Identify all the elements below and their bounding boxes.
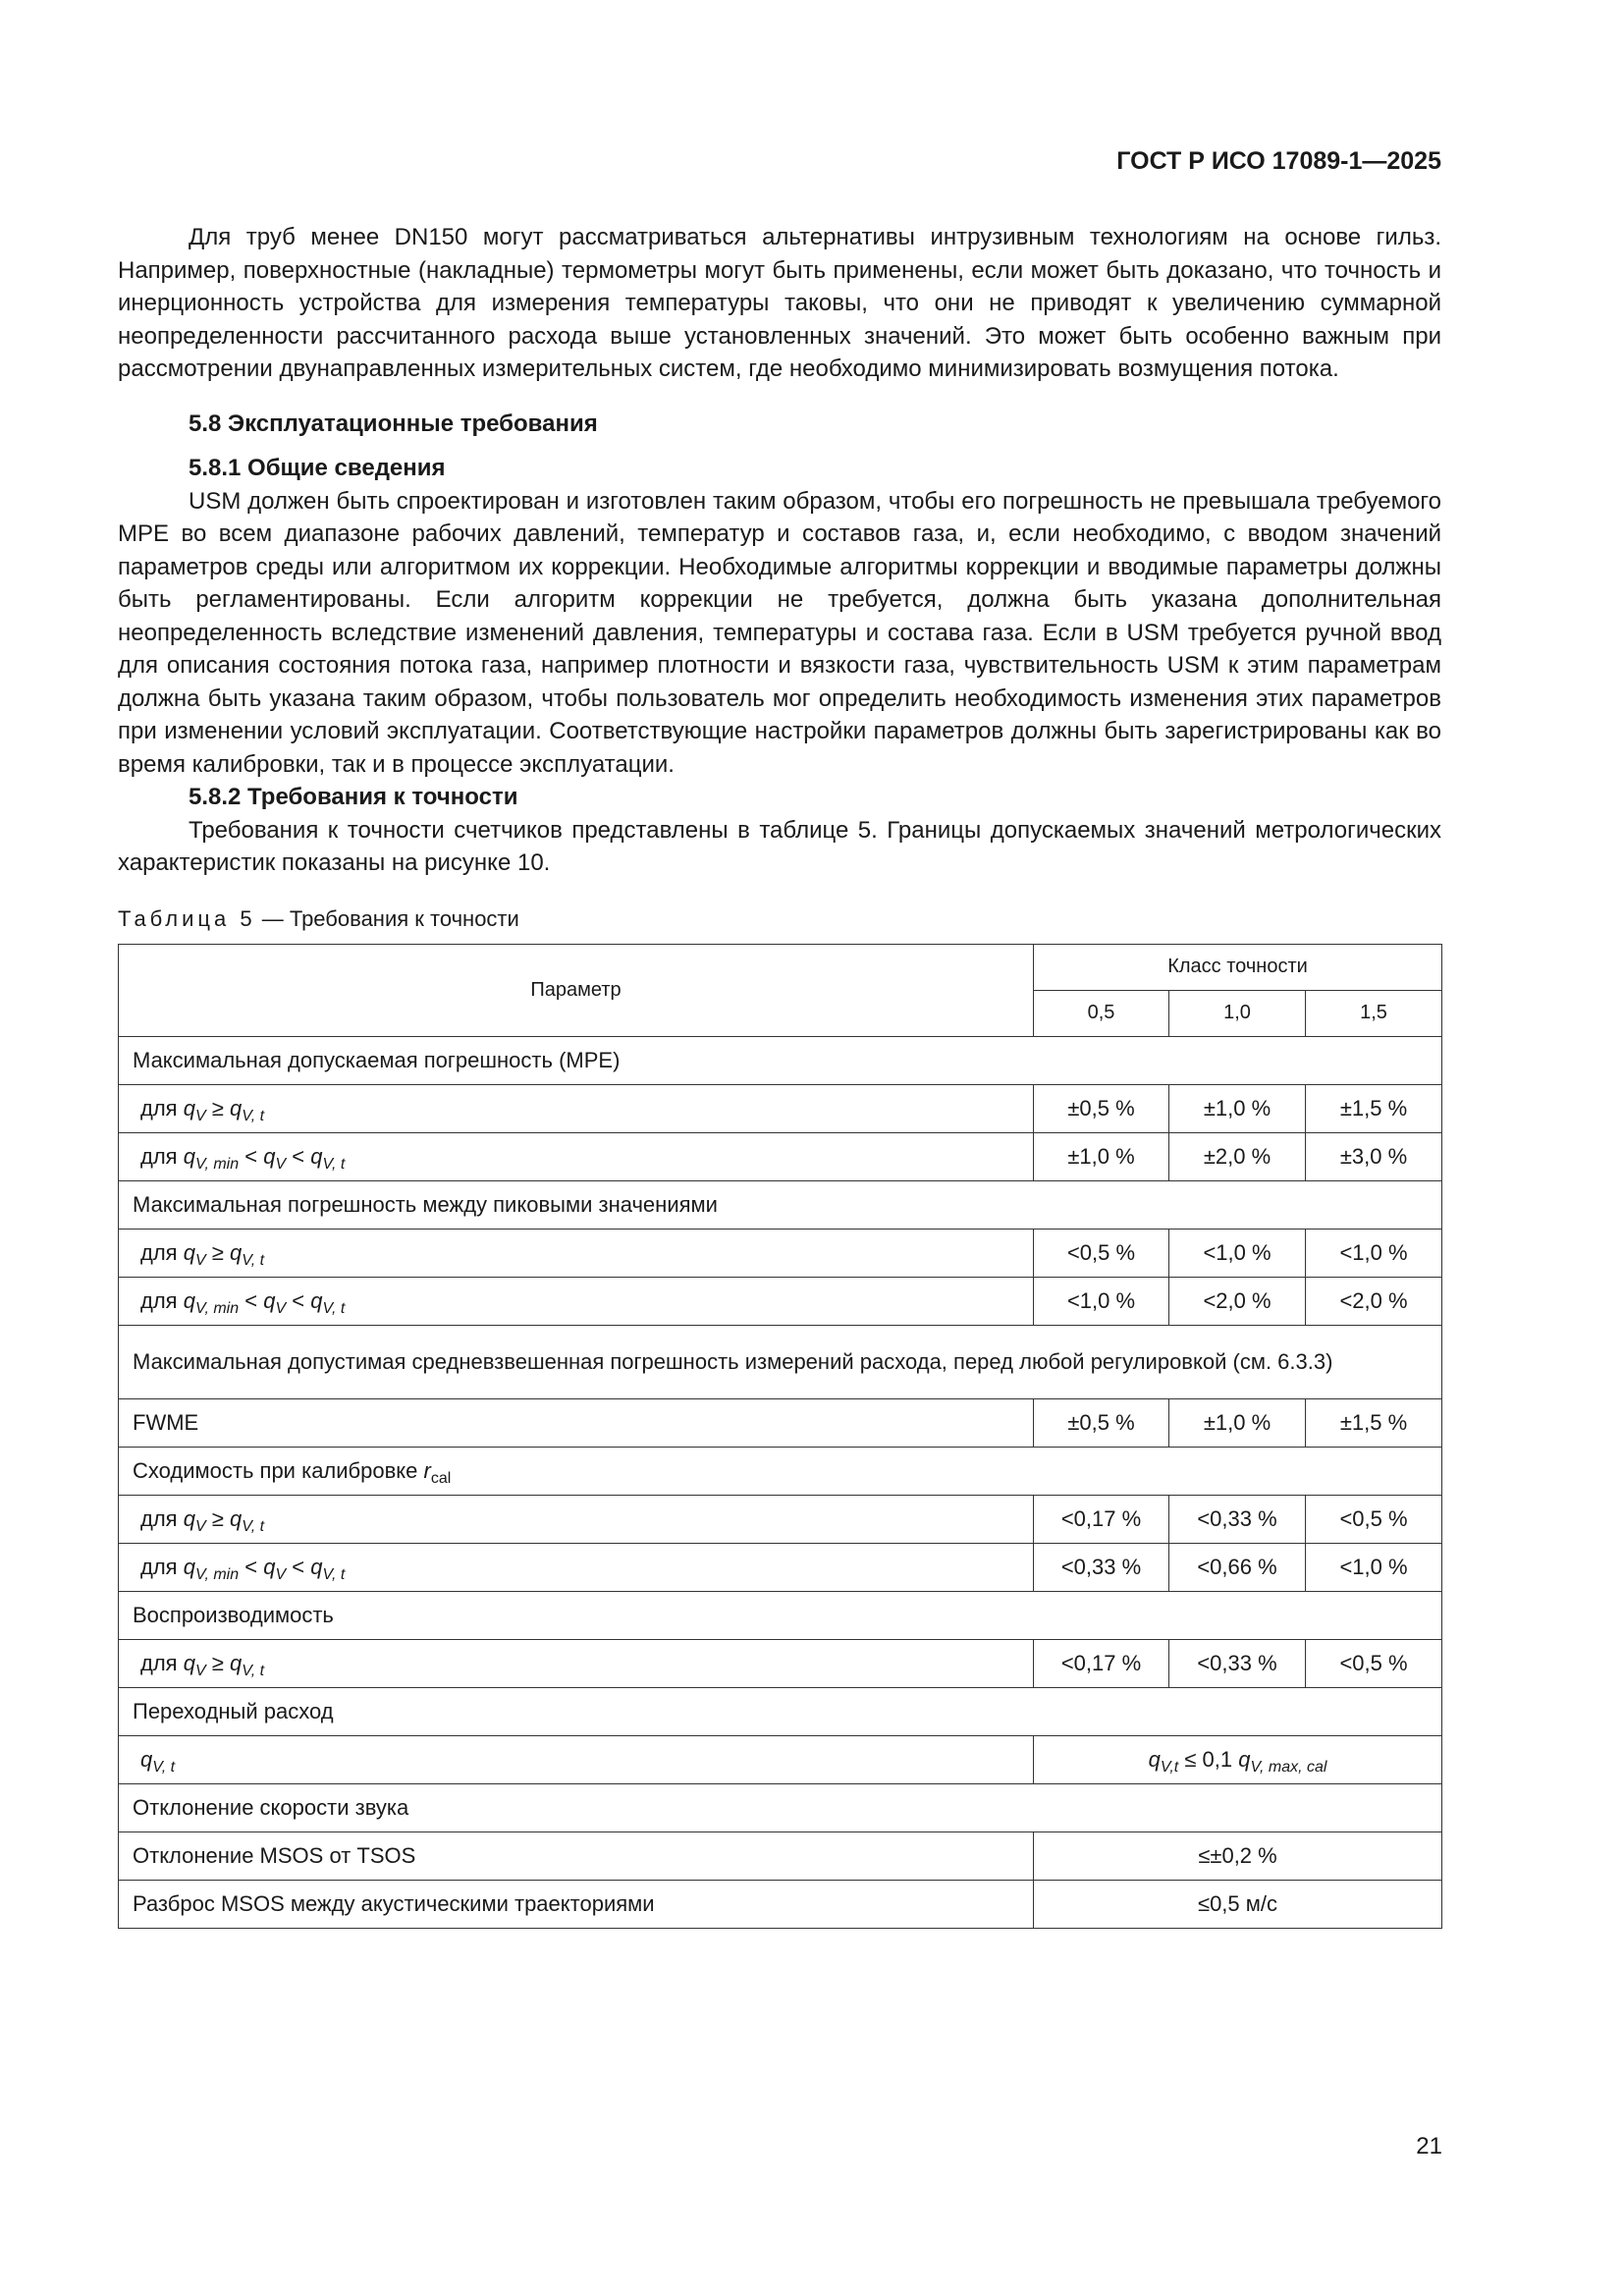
section-5-8-title: 5.8 Эксплуатационные требования (189, 410, 598, 437)
table-row (119, 1543, 1442, 1591)
reproducibility-value-1-0: <0,33 % (1169, 1639, 1306, 1687)
cond-qv-ge-qvt: для $q_V \ge q_{V, t}$ (119, 1495, 1034, 1543)
reproducibility-section-title: Воспроизводимость (119, 1591, 1442, 1639)
peak-value-1-5: <2,0 % (1306, 1277, 1442, 1325)
table-caption-title: Требования к точности (289, 905, 519, 931)
cond-qvmin-qv-qvt: для $q_{V, min} < q_V < q_{V, t}$ (119, 1132, 1034, 1180)
reproducibility-value-1-5: <0,5 % (1306, 1639, 1442, 1687)
table-row (119, 1229, 1442, 1277)
peak-value-1-5: <1,0 % (1306, 1229, 1442, 1277)
cond-qv-ge-qvt: для $q_V \ge q_{V, t}$ (119, 1229, 1034, 1277)
header-class-0-5: 0,5 (1034, 990, 1169, 1036)
section-5-8-1-text: USM должен быть спроектирован и изготовлен таким образом, чтобы его погрешность не превышала требуемого MPE во всем диапазоне рабочих давлений, температур и составов газа, и, если необходимо, с вводом значений параметров среды или алгоритмом их коррекции. Необходимые алгоритмы коррекции и вводимые параметры должны быть регламентированы. Если алгоритм коррекции не требуется, должна быть указана дополнительная неопределенность вследствие изменений давления, температуры и состава газа. Если в USM требуется ручной ввод для описания состояния потока газа, например плотности и вязкости газа, чувствительность USM к этим параметрам должна быть указана таким образом, чтобы пользователь мог определить необходимость изменения этих параметров при изменении условий эксплуатации. Соответствующие настройки параметров должны быть зарегистрированы как во время калибровки, так и в процессе эксплуатации. (118, 487, 1441, 778)
page-content (118, 221, 1441, 1929)
table-row (119, 1783, 1442, 1831)
fwme-value-1-0: ±1,0 % (1169, 1398, 1306, 1447)
table-row (119, 1687, 1442, 1735)
msos-deviation-value: ≤±0,2 % (1034, 1831, 1442, 1880)
peak-section-title: Максимальная погрешность между пиковыми значениями (119, 1180, 1442, 1229)
header-class-1-5: 1,5 (1306, 990, 1442, 1036)
fwme-value-0-5: ±0,5 % (1034, 1398, 1169, 1447)
mpe-value-1-5: ±3,0 % (1306, 1132, 1442, 1180)
table-row (119, 1591, 1442, 1639)
reproducibility-value-0-5: <0,17 % (1034, 1639, 1169, 1687)
cond-qv-ge-qvt: для $q_V \ge q_{V, t}$ (119, 1084, 1034, 1132)
table-row (119, 1398, 1442, 1447)
cond-qvmin-qv-qvt: для $q_{V, min} < q_V < q_{V, t}$ (119, 1277, 1034, 1325)
table-caption-number: Таблица 5 (118, 905, 256, 931)
table-row (119, 1639, 1442, 1687)
table-row (119, 1735, 1442, 1783)
repeatability-section-title: Сходимость при калибровке $r_{cal}$ (119, 1447, 1442, 1495)
table-caption-dash: — (261, 905, 284, 931)
mpe-value-1-0: ±1,0 % (1169, 1084, 1306, 1132)
mpe-value-1-5: ±1,5 % (1306, 1084, 1442, 1132)
peak-value-0-5: <1,0 % (1034, 1277, 1169, 1325)
table-row (119, 1036, 1442, 1084)
accuracy-requirements-table (118, 944, 1442, 1929)
table-header-row (119, 944, 1442, 990)
table-row (119, 1084, 1442, 1132)
cond-qvmin-qv-qvt: для $q_{V, min} < q_V < q_{V, t}$ (119, 1543, 1034, 1591)
transition-flow-symbol: $q_{V, t}$ (119, 1735, 1034, 1783)
page-number: 21 (1416, 2133, 1442, 2159)
table-row (119, 1495, 1442, 1543)
table-caption (118, 904, 1441, 934)
section-5-8-2-title: 5.8.2 Требования к точности (189, 784, 518, 810)
repeatability-value-1-0: <0,66 % (1169, 1543, 1306, 1591)
section-5-8-1-title: 5.8.1 Общие сведения (189, 455, 446, 481)
sos-section-title: Отклонение скорости звука (119, 1783, 1442, 1831)
msos-spread-value: ≤0,5 м/с (1034, 1880, 1442, 1928)
mpe-value-0-5: ±1,0 % (1034, 1132, 1169, 1180)
table-row (119, 1831, 1442, 1880)
fwme-section-title: Максимальная допустимая средневзвешенная погрешность измерений расхода, перед любой регулировкой (см. 6.3.3) (119, 1325, 1442, 1398)
table-row (119, 1277, 1442, 1325)
msos-spread-label: Разброс MSOS между акустическими траекториями (119, 1880, 1034, 1928)
repeatability-value-1-5: <1,0 % (1306, 1543, 1442, 1591)
mpe-value-1-0: ±2,0 % (1169, 1132, 1306, 1180)
peak-value-0-5: <0,5 % (1034, 1229, 1169, 1277)
mpe-section-title: Максимальная допускаемая погрешность (MPE) (119, 1036, 1442, 1084)
fwme-value-1-5: ±1,5 % (1306, 1398, 1442, 1447)
mpe-value-0-5: ±0,5 % (1034, 1084, 1169, 1132)
repeatability-value-0-5: <0,17 % (1034, 1495, 1169, 1543)
cond-qv-ge-qvt: для $q_V \ge q_{V, t}$ (119, 1639, 1034, 1687)
header-class-1-0: 1,0 (1169, 990, 1306, 1036)
document-code: ГОСТ Р ИСО 17089-1—2025 (1116, 147, 1441, 175)
msos-deviation-label: Отклонение MSOS от TSOS (119, 1831, 1034, 1880)
fwme-label: FWME (119, 1398, 1034, 1447)
repeatability-value-1-0: <0,33 % (1169, 1495, 1306, 1543)
peak-value-1-0: <1,0 % (1169, 1229, 1306, 1277)
repeatability-value-0-5: <0,33 % (1034, 1543, 1169, 1591)
table-row (119, 1447, 1442, 1495)
table-row (119, 1325, 1442, 1398)
header-accuracy-class: Класс точности (1034, 944, 1442, 990)
header-parameter: Параметр (119, 944, 1034, 1036)
peak-value-1-0: <2,0 % (1169, 1277, 1306, 1325)
transition-flow-value: $q_{V,t} \le 0,1$ $q_{V, max, cal}$ (1034, 1735, 1442, 1783)
section-5-8-2-text: Требования к точности счетчиков представлены в таблице 5. Границы допускаемых значений метрологических характеристик показаны на рисунке 10. (118, 816, 1441, 876)
table-row (119, 1180, 1442, 1229)
repeatability-value-1-5: <0,5 % (1306, 1495, 1442, 1543)
transition-flow-section-title: Переходный расход (119, 1687, 1442, 1735)
table-row (119, 1132, 1442, 1180)
intro-paragraph: Для труб менее DN150 могут рассматриваться альтернативы интрузивным технологиям на основе гильз. Например, поверхностные (накладные) термометры могут быть применены, если может быть доказано, что точность и инерционность устройства для измерения температуры таковы, что они не приводят к увеличению суммарной неопределенности рассчитанного расхода выше установленных значений. Это может быть особенно важным при рассмотрении двунаправленных измерительных систем, где необходимо минимизировать возмущения потока. (118, 224, 1441, 382)
table-row (119, 1880, 1442, 1928)
